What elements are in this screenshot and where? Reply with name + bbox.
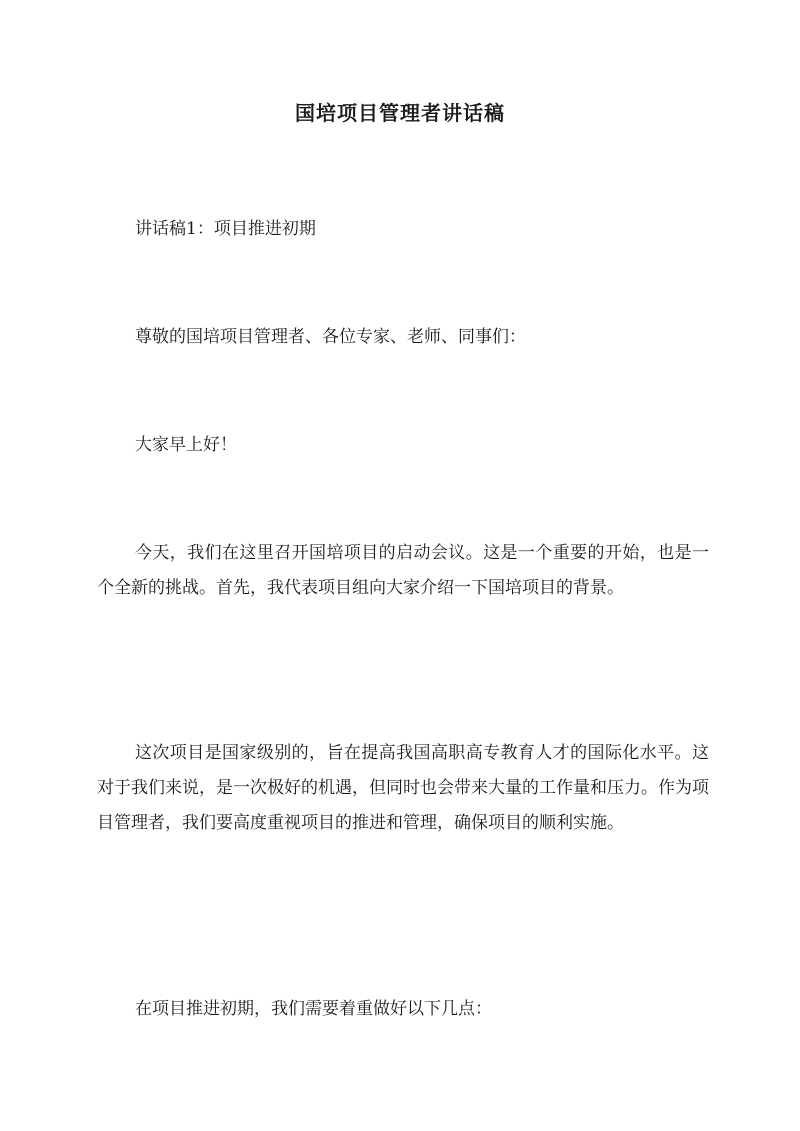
points-intro-paragraph: 在项目推进初期，我们需要着重做好以下几点： — [135, 999, 492, 1019]
section-heading: 讲话稿1：项目推进初期 — [135, 219, 316, 239]
intro-paragraph: 今天，我们在这里召开国培项目的启动会议。这是一个重要的开始，也是一个全新的挑战。首先，我代表项目组向大家介绍一下国培项目的背景。 — [97, 543, 709, 598]
salutation-paragraph: 尊敬的国培项目管理者、各位专家、老师、同事们： — [135, 327, 526, 347]
greeting-paragraph: 大家早上好！ — [135, 435, 237, 455]
background-paragraph: 这次项目是国家级别的，旨在提高我国高职高专教育人才的国际化水平。这对于我们来说，是一次极好的机遇，但同时也会带来大量的工作量和压力。作为项目管理者，我们要高度重视项目的推进和管理，确保项目的顺利实施。 — [97, 743, 709, 833]
document-title: 国培项目管理者讲话稿 — [295, 101, 505, 125]
